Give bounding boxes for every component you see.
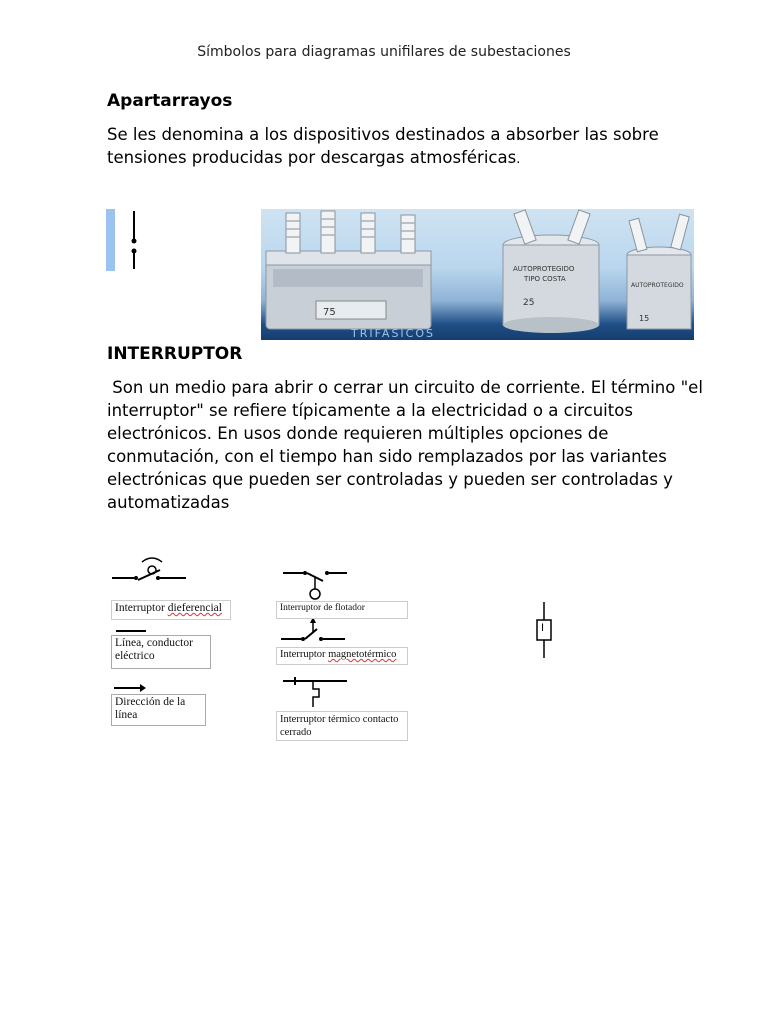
section-body-apartarrayos xyxy=(107,123,707,171)
label-direccion-linea: Dirección de la línea xyxy=(111,694,206,726)
section-heading-interruptor: INTERRUPTOR xyxy=(107,344,243,364)
fuse-symbol xyxy=(524,598,564,662)
plate-right-text-2: 15 xyxy=(639,314,650,323)
photo-caption: TRIFASICOS xyxy=(351,327,435,340)
apartarrayos-text: Se les denomina a los dispositivos destinados a absorber las sobre tensiones producidas por descargas atmosféricas xyxy=(107,125,659,167)
label-interruptor-magnetotermico xyxy=(276,647,408,665)
plate-mid-text-3: 25 xyxy=(523,298,535,308)
section-heading-apartarrayos: Apartarrayos xyxy=(107,91,233,111)
apartarrayos-period: . xyxy=(516,152,521,167)
section-body-interruptor: Son un medio para abrir o cerrar un circuito de corriente. El término "el interruptor" se refiere típicamente a la electricidad o a circuitos electrónicos. En usos donde requieren múltiples opciones de conmutación, con el tiempo han sido remplazados por las variantes electrónicas que pueden ser controladas y pueden ser controladas y automatizadas xyxy=(107,378,709,512)
label-interruptor-diferencial xyxy=(111,600,231,620)
page-header: Símbolos para diagramas unifilares de subestaciones xyxy=(197,44,571,60)
arrester-symbol xyxy=(106,209,146,271)
label-2b: magnetotérmico xyxy=(328,649,397,660)
label-1b: dieferencial xyxy=(167,602,222,614)
plate-mid-text: AUTOPROTEGIDO xyxy=(513,265,575,273)
label-linea-conductor: Línea, conductor eléctrico xyxy=(111,635,211,669)
plate-left-text: 75 xyxy=(323,307,336,318)
symbols-panel-mid xyxy=(273,565,410,741)
transformers-photo xyxy=(261,209,694,340)
symbols-panel-left xyxy=(108,552,243,732)
label-2a: Interruptor xyxy=(280,649,329,660)
fuse-letter: I xyxy=(541,622,545,634)
plate-right-text: AUTOPROTEGIDO xyxy=(631,282,684,289)
label-1a: Interruptor xyxy=(115,602,168,614)
label-interruptor-termico: Interruptor térmico contacto cerrado xyxy=(276,711,408,741)
plate-mid-text-2: TIPO COSTA xyxy=(524,275,566,283)
label-interruptor-flotador: Interruptor de flotador xyxy=(276,601,408,619)
